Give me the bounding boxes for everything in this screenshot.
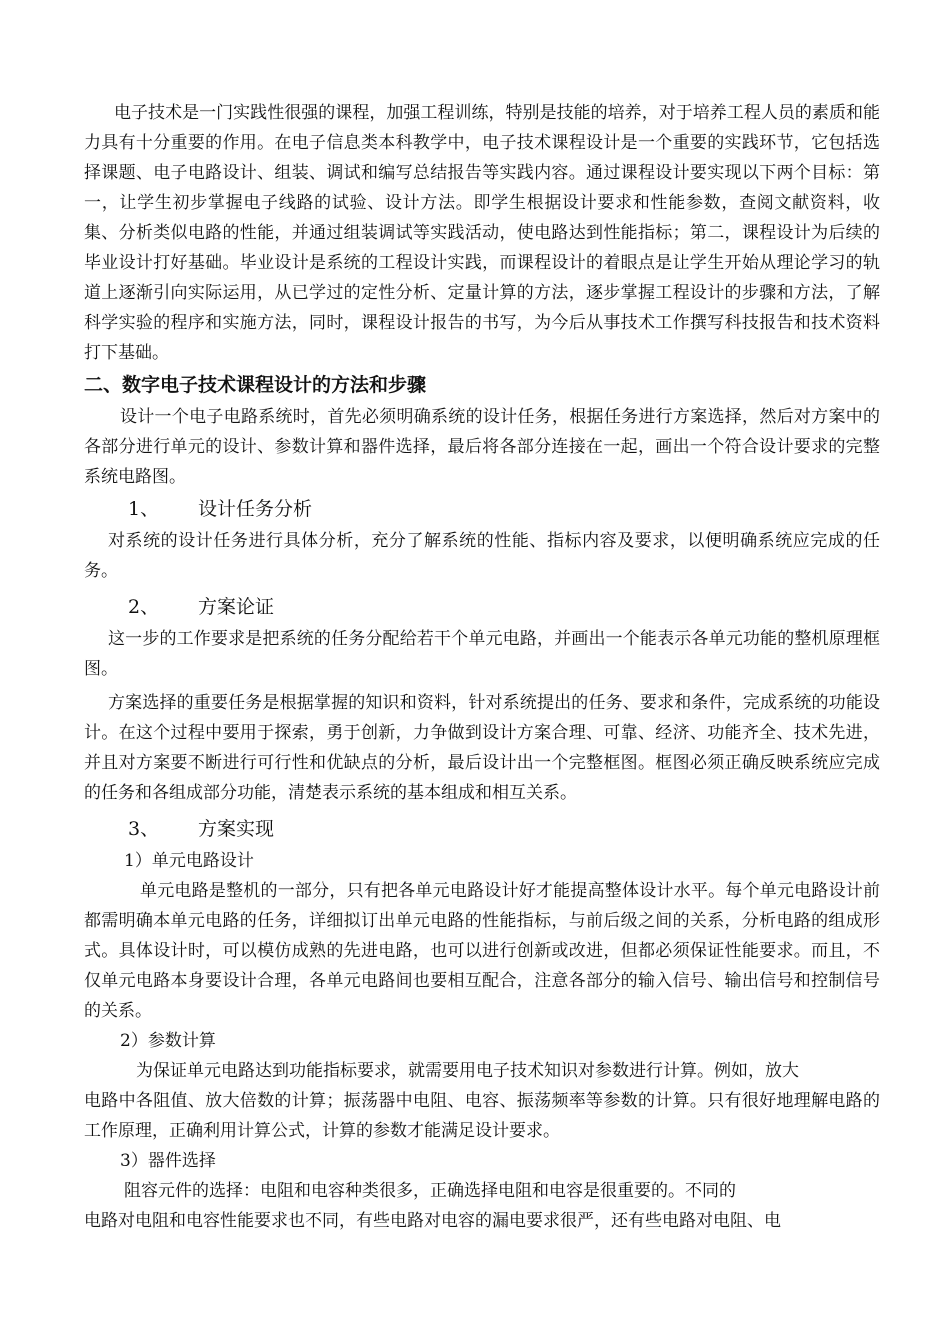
subsection-3-paragraph-1: 阻容元件的选择：电阻和电容种类很多，正确选择电阻和电容是很重要的。不同的	[124, 1181, 736, 1201]
subsection-3-title: 3）器件选择	[120, 1151, 216, 1171]
method-intro-paragraph: 设计一个电子电路系统时，首先必须明确系统的设计任务，根据任务进行方案选择，然后对方案中的各部分进行单元的设计、参数计算和器件选择，最后将各部分连接在一起，画出一个符合设计要求的完整系统电路图。	[84, 407, 880, 487]
section-2-number: 2、	[128, 596, 160, 618]
subsection-1-paragraph: 单元电路是整机的一部分，只有把各单元电路设计好才能提高整体设计水平。每个单元电路设计前都需明确本单元电路的任务，详细拟订出单元电路的性能指标，与前后级之间的关系，分析电路的组成形式。具体设计时，可以模仿成熟的先进电路，也可以进行创新或改进，但都必须保证性能要求。而且，不仅单元电路本身要设计合理，各单元电路间也要相互配合，注意各部分的输入信号、输出信号和控制信号的关系。	[84, 881, 880, 1021]
subsection-2-title: 2）参数计算	[120, 1031, 216, 1051]
section-1-label: 设计任务分析	[198, 498, 313, 520]
subsection-2-paragraph-2: 电路中各阻值、放大倍数的计算；振荡器中电阻、电容、振荡频率等参数的计算。只有很好地理解电路的工作原理，正确利用计算公式，计算的参数才能满足设计要求。	[84, 1091, 880, 1141]
subsection-1-title: 1）单元电路设计	[124, 851, 254, 871]
section-heading-methods: 二、数字电子技术课程设计的方法和步骤	[84, 374, 427, 396]
section-2-title	[84, 590, 880, 624]
section-3-label: 方案实现	[198, 818, 275, 840]
section-1-title	[84, 492, 880, 526]
section-2-paragraph-2: 方案选择的重要任务是根据掌握的知识和资料，针对系统提出的任务、要求和条件，完成系统的功能设计。在这个过程中要用于探索，勇于创新，力争做到设计方案合理、可靠、经济、功能齐全、技术先进，并且对方案要不断进行可行性和优缺点的分析，最后设计出一个完整框图。框图必须正确反映系统应完成的任务和各组成部分功能，清楚表示系统的基本组成和相互关系。	[84, 693, 880, 803]
intro-paragraph: 电子技术是一门实践性很强的课程，加强工程训练，特别是技能的培养，对于培养工程人员的素质和能力具有十分重要的作用。在电子信息类本科教学中，电子技术课程设计是一个重要的实践环节，它包括选择课题、电子电路设计、组装、调试和编写总结报告等实践内容。通过课程设计要实现以下两个目标：第一，让学生初步掌握电子线路的试验、设计方法。即学生根据设计要求和性能参数，查阅文献资料，收集、分析类似电路的性能，并通过组装调试等实践活动，使电路达到性能指标；第二，课程设计为后续的毕业设计打好基础。毕业设计是系统的工程设计实践，而课程设计的着眼点是让学生开始从理论学习的轨道上逐渐引向实际运用，从已学过的定性分析、定量计算的方法，逐步掌握工程设计的步骤和方法，了解科学实验的程序和实施方法，同时，课程设计报告的书写，为今后从事技术工作撰写科技报告和技术资料打下基础。	[84, 103, 880, 363]
section-1-number: 1、	[128, 498, 160, 520]
subsection-2-paragraph-1: 为保证单元电路达到功能指标要求，就需要用电子技术知识对参数进行计算。例如，放大	[136, 1061, 799, 1081]
section-2-paragraph-1: 这一步的工作要求是把系统的任务分配给若干个单元电路，并画出一个能表示各单元功能的整机原理框图。	[84, 629, 880, 679]
document-body	[84, 98, 880, 1236]
section-3-number: 3、	[128, 818, 160, 840]
section-3-title	[84, 812, 880, 846]
section-2-label: 方案论证	[198, 596, 275, 618]
section-1-paragraph: 对系统的设计任务进行具体分析，充分了解系统的性能、指标内容及要求，以便明确系统应完成的任务。	[84, 531, 880, 581]
subsection-3-paragraph-2: 电路对电阻和电容性能要求也不同，有些电路对电容的漏电要求很严，还有些电路对电阻、电	[84, 1211, 781, 1231]
